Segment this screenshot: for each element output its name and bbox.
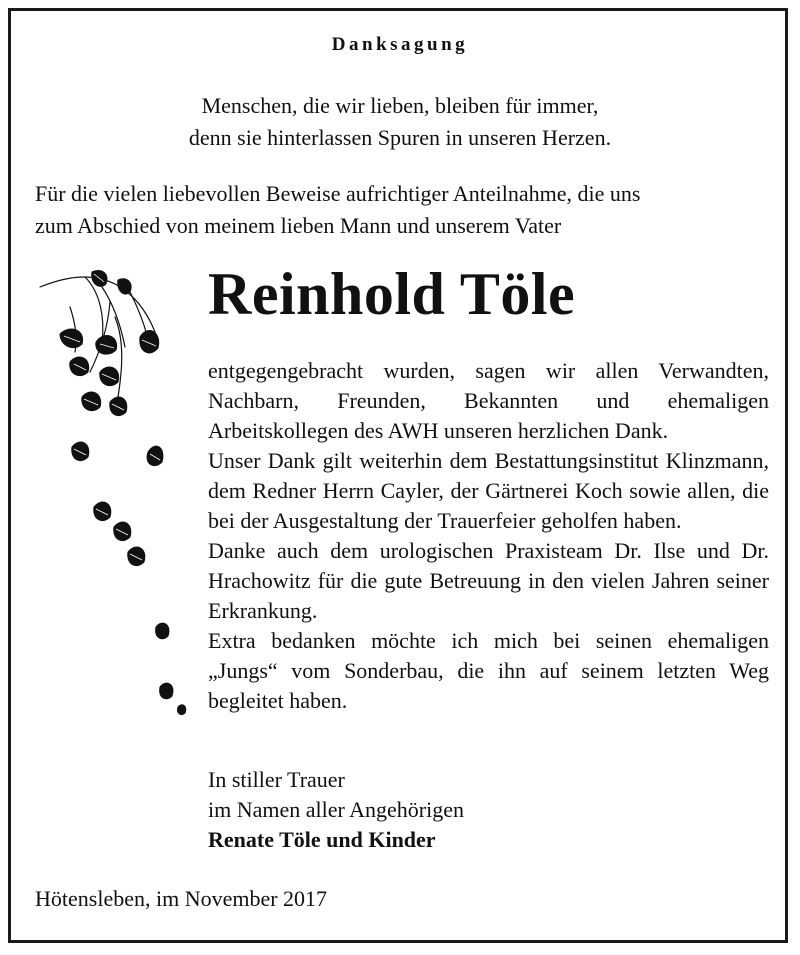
closing-line-2: im Namen aller Angehörigen — [208, 797, 464, 822]
thanks-paragraph-4: Extra bedanken möchte ich mich bei seinen ehemaligen „Jungs“ vom Sonderbau, die ihn auf seinem letzten Weg begleitet haben. — [208, 628, 769, 713]
falling-leaves-icon — [30, 262, 205, 732]
intro-line-1: Für die vielen liebevollen Beweise aufrichtiger Anteilnahme, die uns — [35, 181, 641, 206]
thanks-paragraph-1: entgegengebracht wurden, sagen wir allen Verwandten, Nachbarn, Freunden, Bekannten und ehemaligen Arbeitskollegen des AWH unseren herzlichen Dank. — [208, 358, 769, 443]
signature: Renate Töle und Kinder — [208, 827, 436, 852]
thanks-body — [208, 356, 769, 716]
thanks-paragraph-3: Danke auch dem urologischen Praxisteam Dr. Ilse und Dr. Hrachowitz für die gute Betreuung in den vielen Jahren seiner Erkrankung. — [208, 538, 769, 623]
intro-line-2: zum Abschied von meinem lieben Mann und unserem Vater — [35, 213, 562, 238]
closing-block — [208, 765, 768, 855]
verse-line-2: denn sie hinterlassen Spuren in unseren Herzen. — [188, 125, 612, 150]
place-and-date: Hötensleben, im November 2017 — [35, 886, 328, 911]
closing-line-1: In stiller Trauer — [208, 767, 345, 792]
thanks-paragraph-2: Unser Dank gilt weiterhin dem Bestattungsinstitut Klinzmann, dem Redner Herrn Cayler, der Gärtnerei Koch sowie allen, die bei der Ausgestaltung der Trauerfeier geholfen haben. — [208, 448, 769, 533]
memorial-verse — [0, 90, 800, 154]
notice-heading: Danksagung — [331, 34, 469, 55]
intro-text — [35, 178, 770, 242]
verse-line-1: Menschen, die wir lieben, bleiben für immer, — [201, 93, 599, 118]
deceased-name: Reinhold Töle — [208, 261, 576, 327]
